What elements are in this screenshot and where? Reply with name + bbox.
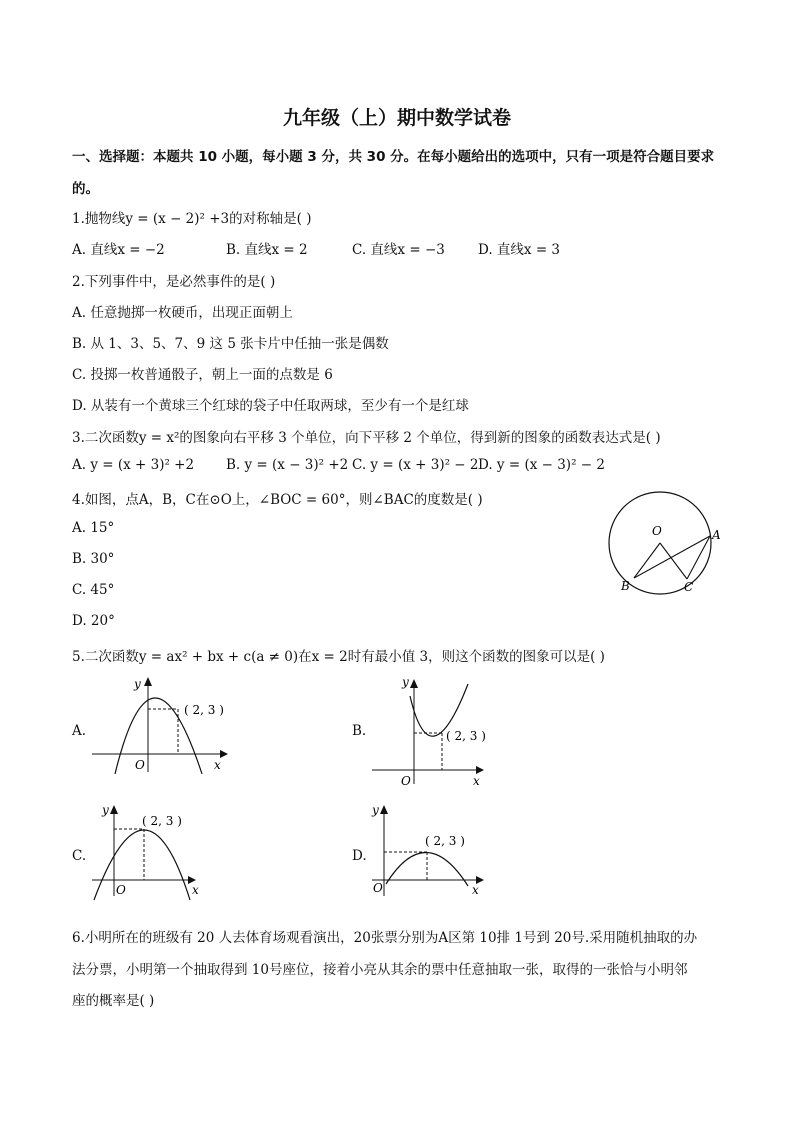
q2-stem: 2.下列事件中，是必然事件的是( )	[72, 274, 276, 290]
q3-option-c: C. y = (x + 3)² − 2	[352, 457, 479, 473]
y-label: y	[134, 677, 141, 691]
x-axis-arrow	[476, 766, 484, 774]
label-a: A	[712, 528, 721, 542]
q1-option-d: D. 直线x = 3	[478, 242, 561, 258]
x-label: x	[472, 883, 479, 897]
y-axis-arrow	[410, 679, 418, 688]
x-label: x	[192, 883, 199, 897]
origin-label: O	[116, 883, 126, 897]
x-axis-arrow	[220, 750, 228, 758]
q2-option-c: C. 投掷一枚普通骰子，朝上一面的点数是 6	[72, 367, 333, 383]
origin-label: O	[401, 774, 411, 788]
x-label: x	[214, 758, 221, 772]
q4-option-a: A. 15°	[72, 520, 115, 536]
q3-stem: 3.二次函数y = x²的图象向右平移 3 个单位，向下平移 2 个单位，得到新的图象的函数表达式是( )	[72, 430, 661, 446]
q4-option-c: C. 45°	[72, 582, 115, 598]
q1-option-b: B. 直线x = 2	[226, 242, 308, 258]
q5-graph-a	[90, 672, 230, 782]
q5-graph-d-letter: D.	[352, 848, 367, 864]
q5-graph-a-letter: A.	[72, 723, 87, 739]
q6-line1: 6.小明所在的班级有 20 人去体育场观看演出，20张票分别为A区第 10排 1号到 20号.采用随机抽取的办	[72, 930, 698, 946]
point-label: ( 2, 3 )	[446, 729, 486, 743]
parabola	[94, 830, 190, 900]
q4-stem: 4.如图，点A，B，C在⊙O上，∠BOC = 60°，则∠BAC的度数是( )	[72, 492, 483, 508]
q3-option-a: A. y = (x + 3)² +2	[72, 457, 195, 473]
label-o: O	[652, 524, 662, 538]
y-label: y	[102, 803, 109, 817]
q1-stem: 1.抛物线y = (x − 2)² +3的对称轴是( )	[72, 211, 312, 227]
point-label: ( 2, 3 )	[184, 703, 224, 717]
y-label: y	[372, 803, 379, 817]
q3-option-d: D. y = (x − 3)² − 2	[478, 457, 605, 473]
y-axis-arrow	[380, 805, 388, 814]
q5-graph-d	[372, 800, 492, 900]
q3-option-b: B. y = (x − 3)² +2	[226, 457, 349, 473]
y-label: y	[402, 675, 409, 689]
origin-label: O	[135, 758, 145, 772]
y-axis-arrow	[144, 677, 152, 686]
q4-circle-figure	[600, 480, 730, 600]
q4-option-b: B. 30°	[72, 551, 115, 567]
q1-option-c: C. 直线x = −3	[352, 242, 445, 258]
q5-graph-b	[372, 672, 492, 792]
page-title: 九年级（上）期中数学试卷	[282, 107, 511, 129]
q2-option-d: D. 从装有一个黄球三个红球的袋子中任取两球，至少有一个是红球	[72, 398, 469, 414]
origin-label: O	[373, 881, 383, 895]
q2-option-b: B. 从 1、3、5、7、9 这 5 张卡片中任抽一张是偶数	[72, 336, 389, 352]
y-axis-arrow	[110, 805, 118, 814]
point-label: ( 2, 3 )	[142, 814, 182, 828]
q6-line2: 法分票，小明第一个抽取得到 10号座位，接着小亮从其余的票中任意抽取一张，取得的一张恰与小明邻	[72, 962, 688, 978]
q5-graph-b-letter: B.	[352, 723, 367, 739]
q5-stem: 5.二次函数y = ax² + bx + c(a ≠ 0)在x = 2时有最小值 3，则这个函数的图象可以是( )	[72, 649, 605, 665]
q6-line3: 座的概率是( )	[72, 993, 155, 1009]
q2-option-a: A. 任意抛掷一枚硬币，出现正面朝上	[72, 305, 293, 321]
q1-option-a: A. 直线x = −2	[72, 242, 165, 258]
x-label: x	[473, 774, 480, 788]
segment-ob	[634, 543, 660, 578]
label-c: C	[684, 580, 694, 594]
label-b: B	[621, 579, 630, 593]
q5-graph-c-letter: C.	[72, 848, 87, 864]
point-label: ( 2, 3 )	[425, 834, 465, 848]
q5-graph-c	[92, 800, 212, 900]
q4-option-d: D. 20°	[72, 613, 115, 629]
section-instructions-line2: 的。	[72, 181, 99, 197]
section-instructions-line1: 一、选择题：本题共 10 小题，每小题 3 分，共 30 分。在每小题给出的选项中，只有一项是符合题目要求	[72, 149, 715, 165]
